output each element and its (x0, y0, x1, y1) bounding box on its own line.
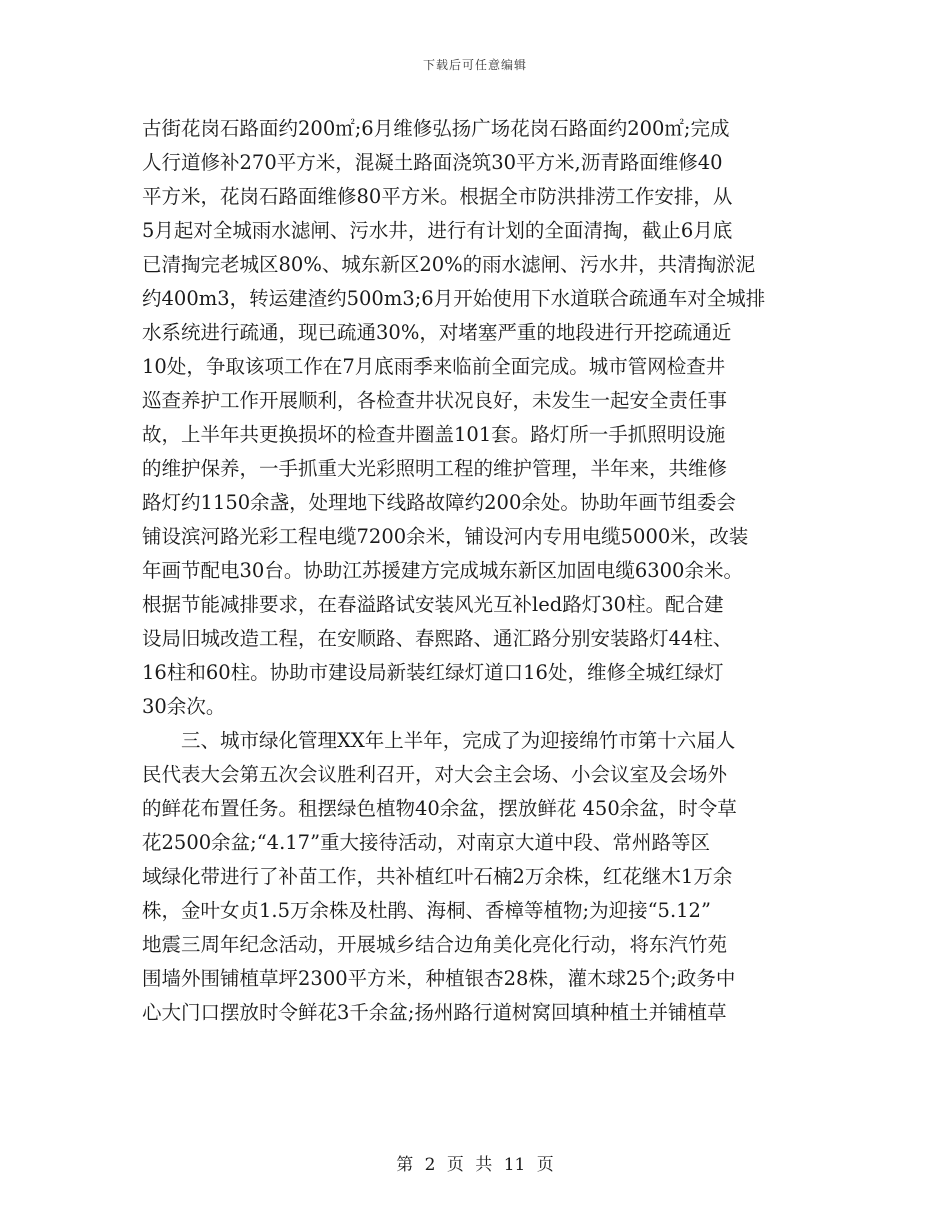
text-line: 心大门口摆放时令鲜花3千余盆;扬州路行道树窝回填种植土并铺植草 (142, 1001, 727, 1024)
page-header-note: 下载后可任意编辑 (422, 58, 527, 72)
text-line: 的维护保养，一手抓重大光彩照明工程的维护管理，半年来，共维修 (142, 457, 728, 480)
text-line: 5月起对全城雨水滤闸、污水井，进行有计划的全面清掏，截止6月底 (142, 219, 733, 242)
text-line: 株，金叶女贞1.5万余株及杜鹃、海桐、香樟等植物;为迎接“5.12” (142, 899, 711, 922)
text-line: 10处，争取该项工作在7月底雨季来临前全面完成。城市管网检查井 (142, 355, 726, 378)
text-line: 人行道修补270平方米，混凝土路面浇筑30平方米,沥青路面维修40 (142, 151, 723, 174)
section-heading-line: 三、城市绿化管理XX年上半年，完成了为迎接绵竹市第十六届人 (181, 729, 736, 752)
text-line: 设局旧城改造工程，在安顺路、春熙路、通汇路分别安装路灯44柱、 (142, 627, 733, 650)
text-line: 路灯约1150余盏，处理地下线路故障约200余处。协助年画节组委会 (142, 491, 736, 514)
text-line: 地震三周年纪念活动，开展城乡结合边角美化亮化行动，将东汽竹苑 (142, 933, 728, 956)
text-line: 平方米，花岗石路面维修80平方米。根据全市防洪排涝工作安排，从 (142, 185, 733, 208)
text-line: 铺设滨河路光彩工程电缆7200余米，铺设河内专用电缆5000米，改装 (142, 525, 749, 548)
text-line: 30余次。 (142, 695, 226, 718)
document-body (142, 112, 806, 1030)
text-line: 巡查养护工作开展顺利，各检查井状况良好，未发生一起安全责任事 (142, 389, 728, 412)
text-line: 域绿化带进行了补苗工作，共补植红叶石楠2万余株，红花继木1万余 (142, 865, 733, 888)
text-line: 16柱和60柱。协助市建设局新装红绿灯道口16处，维修全城红绿灯 (142, 661, 724, 684)
text-line: 年画节配电30台。协助江苏援建方完成城东新区加固电缆6300余米。 (142, 559, 743, 582)
text-line: 水系统进行疏通，现已疏通30%，对堵塞严重的地段进行开挖疏通近 (142, 321, 732, 344)
text-line: 约400m3，转运建渣约500m3;6月开始使用下水道联合疏通车对全城排 (142, 287, 766, 310)
text-line: 的鲜花布置任务。租摆绿色植物40余盆，摆放鲜花 450余盆，时令草 (142, 797, 737, 820)
text-line: 花2500余盆;“4.17”重大接待活动，对南京大道中段、常州路等区 (142, 831, 711, 854)
text-line: 已清掏完老城区80%、城东新区20%的雨水滤闸、污水井，共清掏淤泥 (142, 253, 756, 276)
text-line: 围墙外围铺植草坪2300平方米，种植银杏28株，灌木球25个;政务中 (142, 967, 736, 990)
text-line: 民代表大会第五次会议胜利召开，对大会主会场、小会议室及会场外 (142, 763, 728, 786)
text-line: 古街花岗石路面约200㎡;6月维修弘扬广场花岗石路面约200㎡;完成 (142, 117, 730, 140)
page-number: 第 2 页 共 11 页 (396, 1155, 554, 1175)
text-line: 故，上半年共更换损坏的检查井圈盖101套。路灯所一手抓照明设施 (142, 423, 726, 446)
text-line: 根据节能减排要求，在春溢路试安装风光互补led路灯30柱。配合建 (142, 593, 724, 616)
